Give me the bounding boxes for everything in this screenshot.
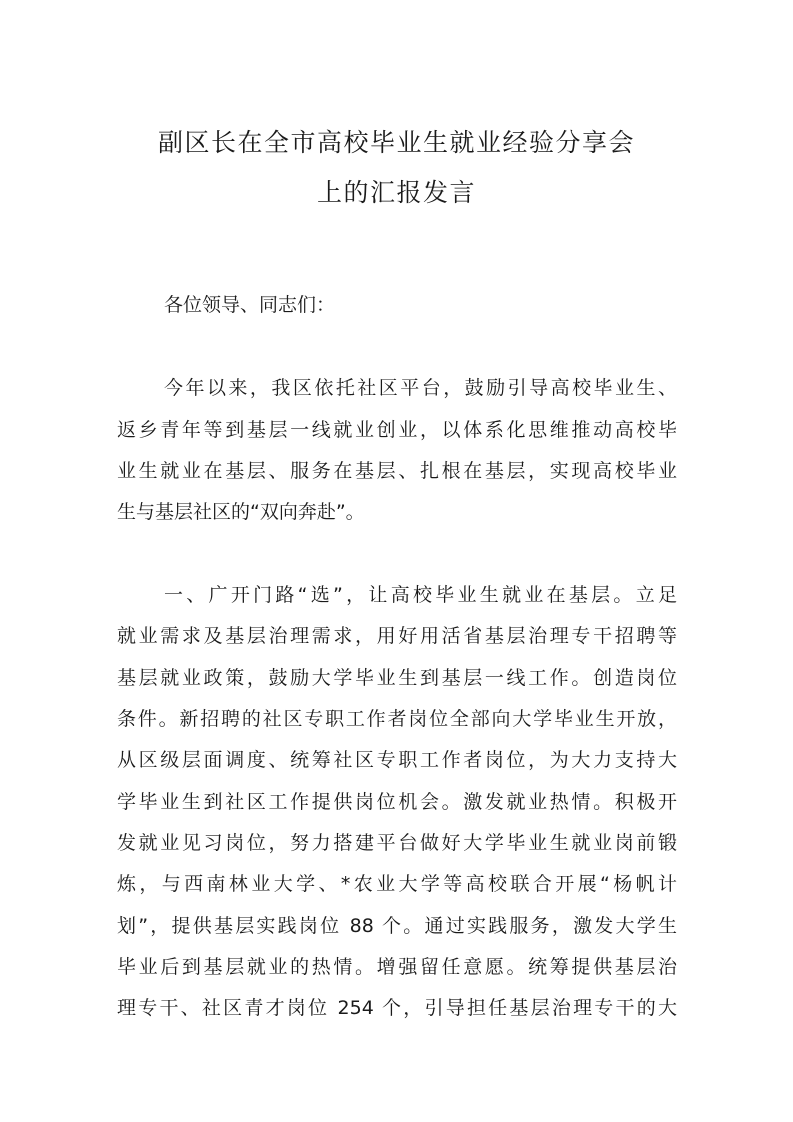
intro-line: 生与基层社区的“双向奔赴”。 (117, 501, 365, 523)
salutation: 各位领导、同志们： (164, 294, 336, 316)
intro-line: 业生就业在基层、服务在基层、扎根在基层，实现高校毕业 (117, 460, 677, 482)
section1-line: 一、广开门路“选”，让高校毕业生就业在基层。立足 (164, 584, 677, 606)
section1-line: 从区级层面调度、统筹社区专职工作者岗位，为大力支持大 (117, 749, 677, 771)
section1-line: 理专干、社区青才岗位 254 个，引导担任基层治理专干的大 (117, 997, 677, 1019)
section1-line: 就业需求及基层治理需求，用好用活省基层治理专干招聘等 (117, 625, 677, 647)
document-title-line-1: 副区长在全市高校毕业生就业经验分享会 (157, 128, 635, 157)
section1-line: 划”，提供基层实践岗位 88 个。通过实践服务，激发大学生 (117, 915, 677, 937)
section1-line: 发就业见习岗位，努力搭建平台做好大学毕业生就业岗前锻 (117, 832, 677, 854)
intro-line: 返乡青年等到基层一线就业创业，以体系化思维推动高校毕 (117, 419, 677, 441)
section1-line: 基层就业政策，鼓励大学毕业生到基层一线工作。创造岗位 (117, 667, 677, 689)
section1-line: 毕业后到基层就业的热情。增强留任意愿。统筹提供基层治 (117, 956, 677, 978)
section1-line: 炼，与西南林业大学、*农业大学等高校联合开展“杨帆计 (117, 873, 677, 895)
section1-line: 条件。新招聘的社区专职工作者岗位全部向大学毕业生开放， (117, 708, 677, 730)
intro-line: 今年以来，我区依托社区平台，鼓励引导高校毕业生、 (164, 377, 677, 399)
section1-line: 学毕业生到社区工作提供岗位机会。激发就业热情。积极开 (117, 791, 677, 813)
document-title-line-2: 上的汇报发言 (316, 178, 476, 207)
